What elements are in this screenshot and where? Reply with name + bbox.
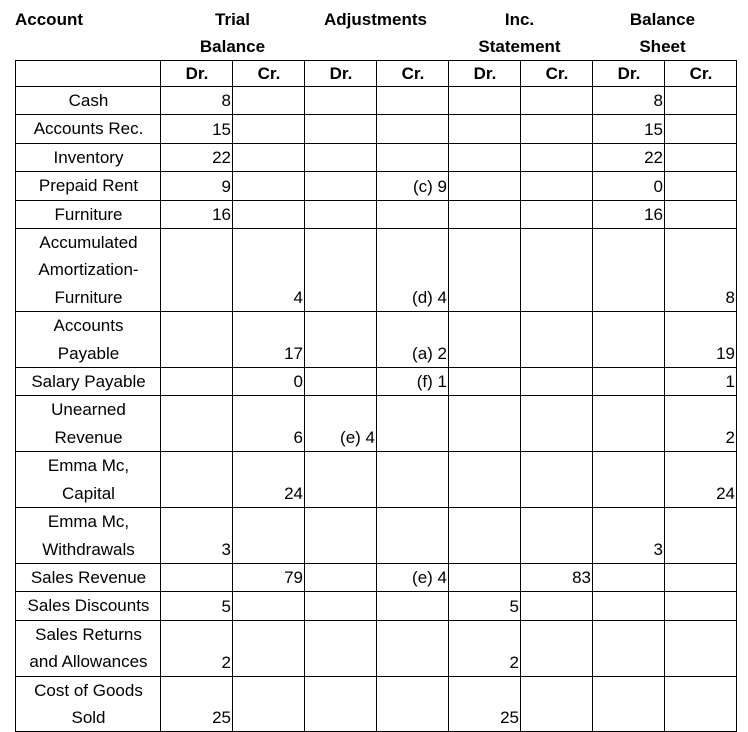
is-dr-cell: [449, 396, 521, 452]
is-cr-cell: [521, 115, 593, 143]
inc-statement-header: Inc. Statement: [478, 10, 561, 56]
account-name-cell: Accounts Rec.: [16, 115, 161, 143]
adj-cr-cell: [377, 620, 449, 676]
adjustments-header: Adjustments: [324, 10, 427, 29]
adj-dr-cell: [305, 452, 377, 508]
tb-dr-cell: 25: [161, 676, 233, 732]
account-name-cell: Furniture: [16, 200, 161, 228]
is-dr-header: Dr.: [449, 61, 521, 87]
adj-cr-cell: [377, 396, 449, 452]
is-cr-cell: [521, 592, 593, 620]
table-row: [16, 563, 737, 591]
is-dr-cell: [449, 368, 521, 396]
is-cr-cell: [521, 676, 593, 732]
adj-dr-cell: [305, 143, 377, 171]
is-dr-cell: [449, 312, 521, 368]
tb-dr-header: Dr.: [161, 61, 233, 87]
bs-dr-cell: 22: [593, 143, 665, 171]
is-dr-cell: [449, 563, 521, 591]
tb-dr-cell: [161, 396, 233, 452]
account-name-cell: Cost of Goods Sold: [16, 676, 161, 732]
bs-dr-cell: [593, 676, 665, 732]
bs-cr-cell: [665, 115, 737, 143]
table-row: [16, 143, 737, 171]
tb-cr-cell: 6: [233, 396, 305, 452]
is-cr-cell: [521, 87, 593, 115]
is-cr-cell: [521, 620, 593, 676]
column-header-row: [16, 61, 737, 87]
is-cr-cell: [521, 200, 593, 228]
tb-cr-cell: [233, 172, 305, 200]
is-cr-cell: [521, 229, 593, 312]
worksheet-table: [15, 60, 737, 732]
table-row: [16, 396, 737, 452]
is-dr-cell: [449, 172, 521, 200]
account-header: Account: [15, 10, 83, 29]
bs-cr-cell: [665, 508, 737, 564]
tb-dr-cell: 8: [161, 87, 233, 115]
adj-dr-header: Dr.: [305, 61, 377, 87]
bs-cr-cell: [665, 200, 737, 228]
bs-cr-cell: [665, 563, 737, 591]
bs-dr-cell: 15: [593, 115, 665, 143]
bs-cr-cell: [665, 592, 737, 620]
bs-cr-cell: 8: [665, 229, 737, 312]
account-name-cell: Emma Mc, Withdrawals: [16, 508, 161, 564]
account-name-cell: Sales Discounts: [16, 592, 161, 620]
tb-cr-cell: [233, 620, 305, 676]
tb-cr-header: Cr.: [233, 61, 305, 87]
bs-dr-cell: [593, 563, 665, 591]
is-cr-header: Cr.: [521, 61, 593, 87]
tb-dr-cell: [161, 229, 233, 312]
bs-dr-cell: 8: [593, 87, 665, 115]
is-dr-cell: [449, 508, 521, 564]
tb-cr-cell: [233, 508, 305, 564]
table-row: [16, 312, 737, 368]
tb-dr-cell: [161, 368, 233, 396]
adj-dr-cell: (e) 4: [305, 396, 377, 452]
is-cr-cell: [521, 172, 593, 200]
bs-dr-cell: [593, 229, 665, 312]
adj-dr-cell: [305, 676, 377, 732]
is-cr-cell: [521, 143, 593, 171]
tb-dr-cell: [161, 452, 233, 508]
table-row: [16, 172, 737, 200]
tb-dr-cell: 15: [161, 115, 233, 143]
bs-cr-cell: [665, 143, 737, 171]
account-name-cell: Cash: [16, 87, 161, 115]
bs-dr-cell: [593, 368, 665, 396]
tb-dr-cell: 22: [161, 143, 233, 171]
bs-dr-cell: [593, 620, 665, 676]
is-dr-cell: 5: [449, 592, 521, 620]
tb-dr-cell: 9: [161, 172, 233, 200]
is-cr-cell: [521, 396, 593, 452]
is-dr-cell: 2: [449, 620, 521, 676]
adj-cr-cell: (f) 1: [377, 368, 449, 396]
blank-header-cell: [16, 61, 161, 87]
adj-dr-cell: [305, 200, 377, 228]
is-cr-cell: 83: [521, 563, 593, 591]
tb-cr-cell: 4: [233, 229, 305, 312]
table-row: [16, 676, 737, 732]
adj-cr-cell: (c) 9: [377, 172, 449, 200]
is-dr-cell: [449, 87, 521, 115]
adj-cr-cell: (a) 2: [377, 312, 449, 368]
adj-cr-cell: [377, 452, 449, 508]
tb-dr-cell: [161, 563, 233, 591]
adj-cr-cell: [377, 200, 449, 228]
tb-cr-cell: [233, 676, 305, 732]
is-dr-cell: 25: [449, 676, 521, 732]
table-row: [16, 368, 737, 396]
tb-dr-cell: 3: [161, 508, 233, 564]
bs-dr-header: Dr.: [593, 61, 665, 87]
adj-cr-cell: [377, 115, 449, 143]
tb-cr-cell: [233, 143, 305, 171]
account-name-cell: Salary Payable: [16, 368, 161, 396]
account-name-cell: Sales Returns and Allowances: [16, 620, 161, 676]
adj-dr-cell: [305, 312, 377, 368]
bs-dr-cell: 16: [593, 200, 665, 228]
is-cr-cell: [521, 508, 593, 564]
bs-cr-cell: [665, 87, 737, 115]
bs-cr-cell: 19: [665, 312, 737, 368]
adj-dr-cell: [305, 620, 377, 676]
tb-dr-cell: 5: [161, 592, 233, 620]
table-row: [16, 592, 737, 620]
table-row: [16, 508, 737, 564]
bs-cr-cell: [665, 620, 737, 676]
adj-cr-cell: (d) 4: [377, 229, 449, 312]
is-cr-cell: [521, 312, 593, 368]
account-name-cell: Inventory: [16, 143, 161, 171]
adj-cr-cell: [377, 676, 449, 732]
is-dr-cell: [449, 229, 521, 312]
adj-dr-cell: [305, 368, 377, 396]
account-name-cell: Sales Revenue: [16, 563, 161, 591]
is-cr-cell: [521, 452, 593, 508]
bs-dr-cell: 0: [593, 172, 665, 200]
adj-dr-cell: [305, 229, 377, 312]
tb-cr-cell: 79: [233, 563, 305, 591]
adj-dr-cell: [305, 115, 377, 143]
account-name-cell: Prepaid Rent: [16, 172, 161, 200]
tb-cr-cell: [233, 87, 305, 115]
tb-cr-cell: 17: [233, 312, 305, 368]
trial-balance-header: Trial Balance: [199, 10, 266, 56]
adj-cr-cell: [377, 143, 449, 171]
tb-cr-cell: 24: [233, 452, 305, 508]
is-dr-cell: [449, 143, 521, 171]
adj-cr-cell: [377, 592, 449, 620]
adj-cr-cell: (e) 4: [377, 563, 449, 591]
is-dr-cell: [449, 452, 521, 508]
bs-cr-cell: 24: [665, 452, 737, 508]
adj-dr-cell: [305, 563, 377, 591]
bs-dr-cell: 3: [593, 508, 665, 564]
adj-cr-header: Cr.: [377, 61, 449, 87]
bs-dr-cell: [593, 312, 665, 368]
bs-cr-cell: [665, 676, 737, 732]
table-row: [16, 452, 737, 508]
adj-dr-cell: [305, 508, 377, 564]
adj-dr-cell: [305, 87, 377, 115]
account-name-cell: Accumulated Amortization- Furniture: [16, 229, 161, 312]
tb-cr-cell: [233, 200, 305, 228]
table-row: [16, 87, 737, 115]
bs-cr-cell: 1: [665, 368, 737, 396]
tb-dr-cell: 16: [161, 200, 233, 228]
bs-dr-cell: [593, 396, 665, 452]
table-row: [16, 115, 737, 143]
adj-cr-cell: [377, 508, 449, 564]
tb-cr-cell: [233, 115, 305, 143]
account-name-cell: Accounts Payable: [16, 312, 161, 368]
bs-dr-cell: [593, 592, 665, 620]
table-row: [16, 620, 737, 676]
account-name-cell: Unearned Revenue: [16, 396, 161, 452]
tb-dr-cell: 2: [161, 620, 233, 676]
balance-sheet-header: Balance Sheet: [629, 10, 696, 56]
bs-cr-cell: 2: [665, 396, 737, 452]
adj-dr-cell: [305, 172, 377, 200]
bs-cr-cell: [665, 172, 737, 200]
account-name-cell: Emma Mc, Capital: [16, 452, 161, 508]
tb-dr-cell: [161, 312, 233, 368]
tb-cr-cell: [233, 592, 305, 620]
adj-cr-cell: [377, 87, 449, 115]
is-dr-cell: [449, 200, 521, 228]
adj-dr-cell: [305, 592, 377, 620]
bs-cr-header: Cr.: [665, 61, 737, 87]
is-cr-cell: [521, 368, 593, 396]
is-dr-cell: [449, 115, 521, 143]
table-row: [16, 229, 737, 312]
bs-dr-cell: [593, 452, 665, 508]
tb-cr-cell: 0: [233, 368, 305, 396]
table-row: [16, 200, 737, 228]
